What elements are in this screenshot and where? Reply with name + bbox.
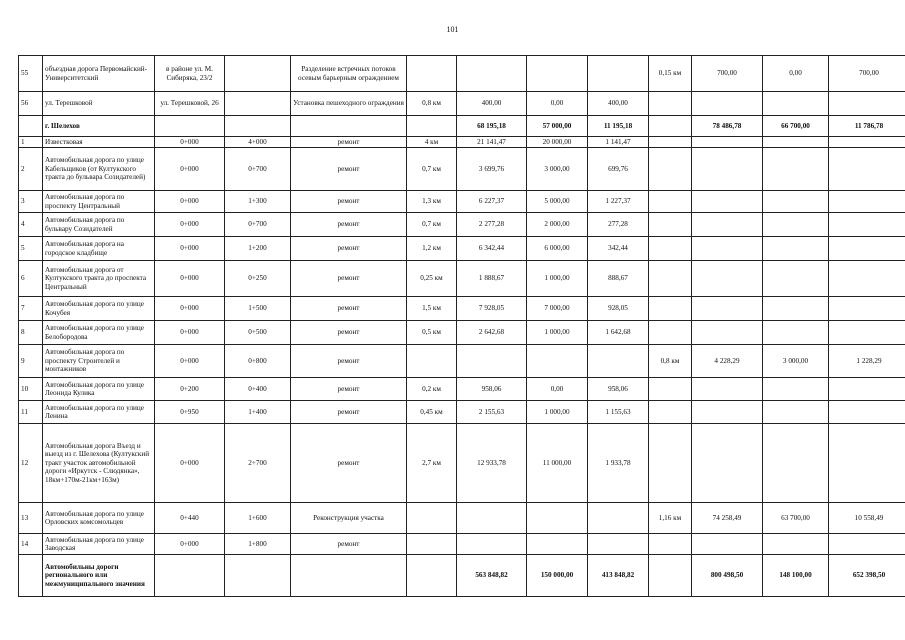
cell-work-type: ремонт [291,321,407,345]
cell-road-name: Автомобильная дорога на городское кладбище [43,237,155,261]
cell-length-2019: 1,2 км [407,237,457,261]
cell-local-2019: 1 933,78 [588,424,649,503]
cell-end-km: 1+200 [225,237,291,261]
cell-regional-2019: 3 000,00 [527,148,588,191]
cell-road-name: объездная дорога Первомайский-Университетский [43,56,155,92]
cell-road-name: Автомобильная дорога Въезд и выезд из г. Шелехова (Култукский тракт участок автомобильной дороги «Иркутск - Слюдянка», 18км+170м-21км+163м) [43,424,155,503]
cell-start-km: 0+950 [155,401,225,424]
cell-row-number: 55 [19,56,43,92]
cell-local-2019: 699,76 [588,148,649,191]
cell-local-2020 [829,92,905,116]
cell-length-2020 [649,116,692,137]
cell-start-km: 0+000 [155,424,225,503]
cell-total-2019: 6 342,44 [457,237,527,261]
cell-start-km: 0+000 [155,261,225,297]
cell-start-km: 0+000 [155,148,225,191]
cell-total-2020 [692,424,763,503]
cell-total-2019: 563 848,82 [457,555,527,597]
cell-road-name: Автомобильная дорога по улице Леонида Кулика [43,378,155,401]
cell-total-2019: 12 933,78 [457,424,527,503]
cell-row-number: 11 [19,401,43,424]
cell-total-2019 [457,534,527,555]
cell-regional-2019 [527,534,588,555]
cell-row-number [19,116,43,137]
cell-end-km: 1+400 [225,401,291,424]
cell-local-2020 [829,137,905,148]
cell-length-2020 [649,191,692,213]
cell-regional-2020 [763,297,829,321]
cell-regional-2019 [527,503,588,534]
cell-length-2019: 1,3 км [407,191,457,213]
cell-regional-2019: 1 000,00 [527,401,588,424]
table-row [19,56,905,92]
cell-work-type: ремонт [291,297,407,321]
cell-road-name: Известковая [43,137,155,148]
cell-regional-2020 [763,534,829,555]
table-row [19,321,905,345]
cell-regional-2020: 148 100,00 [763,555,829,597]
cell-regional-2020 [763,92,829,116]
cell-row-number: 12 [19,424,43,503]
cell-total-2020 [692,137,763,148]
cell-total-2019: 2 155,63 [457,401,527,424]
cell-start-km: 0+000 [155,321,225,345]
cell-work-type: ремонт [291,237,407,261]
cell-road-name: Автомобильная дорога от Култукского тракта до проспекта Центральный [43,261,155,297]
cell-total-2019: 1 888,67 [457,261,527,297]
cell-end-km: 0+500 [225,321,291,345]
cell-regional-2019: 57 000,00 [527,116,588,137]
cell-local-2020 [829,261,905,297]
cell-road-name: ул. Терешковой [43,92,155,116]
cell-length-2020 [649,261,692,297]
cell-length-2019 [407,534,457,555]
cell-length-2020 [649,424,692,503]
cell-local-2020 [829,321,905,345]
cell-local-2019: 400,00 [588,92,649,116]
cell-local-2019: 1 227,37 [588,191,649,213]
cell-local-2019: 342,44 [588,237,649,261]
table-row [19,534,905,555]
page-number: 101 [446,25,459,34]
cell-regional-2020 [763,237,829,261]
cell-length-2019: 0,5 км [407,321,457,345]
cell-regional-2019 [527,56,588,92]
cell-total-2020 [692,261,763,297]
cell-work-type: Разделение встречных потоков осевым барьерным ограждением [291,56,407,92]
cell-local-2020: 700,00 [829,56,905,92]
cell-total-2019: 2 277,28 [457,213,527,237]
cell-total-2020 [692,321,763,345]
cell-row-number: 3 [19,191,43,213]
cell-end-km [225,116,291,137]
cell-row-number: 14 [19,534,43,555]
cell-local-2020: 652 398,50 [829,555,905,597]
cell-work-type: ремонт [291,424,407,503]
cell-work-type: ремонт [291,213,407,237]
cell-road-name: Автомобильная дорога по улице Орловских комсомольцев [43,503,155,534]
cell-end-km: 0+800 [225,345,291,378]
cell-regional-2020 [763,321,829,345]
cell-regional-2020 [763,401,829,424]
cell-work-type: ремонт [291,401,407,424]
cell-end-km: 0+400 [225,378,291,401]
cell-local-2019: 1 141,47 [588,137,649,148]
cell-length-2020 [649,213,692,237]
summary-row [19,116,905,137]
cell-regional-2020: 3 000,00 [763,345,829,378]
cell-local-2020 [829,401,905,424]
cell-start-km [155,116,225,137]
cell-end-km: 2+700 [225,424,291,503]
cell-work-type: ремонт [291,345,407,378]
cell-length-2020: 0,15 км [649,56,692,92]
cell-total-2019: 7 928,05 [457,297,527,321]
cell-local-2019: 1 155,63 [588,401,649,424]
cell-end-km: 4+000 [225,137,291,148]
cell-total-2019: 958,06 [457,378,527,401]
cell-length-2019 [407,503,457,534]
cell-work-type: ремонт [291,191,407,213]
cell-total-2020: 4 228,29 [692,345,763,378]
cell-road-name: Автомобильная дорога по проспекту Строителей и монтажников [43,345,155,378]
cell-local-2020 [829,191,905,213]
cell-length-2019: 0,8 км [407,92,457,116]
cell-regional-2019: 11 000,00 [527,424,588,503]
cell-road-name: Автомобильная дорога по улице Кабельщиков (от Култукского тракта до бульвара Созидателей) [43,148,155,191]
cell-regional-2019: 2 000,00 [527,213,588,237]
cell-total-2020: 700,00 [692,56,763,92]
cell-road-name: г. Шелехов [43,116,155,137]
cell-length-2020: 0,8 км [649,345,692,378]
cell-length-2019: 0,45 км [407,401,457,424]
cell-row-number: 1 [19,137,43,148]
cell-total-2019 [457,56,527,92]
cell-road-name: Автомобильны дороги регионального или межмуниципального значения [43,555,155,597]
cell-work-type: ремонт [291,137,407,148]
cell-local-2019: 413 848,82 [588,555,649,597]
cell-road-name: Автомобильная дорога по проспекту Центральный [43,191,155,213]
cell-regional-2020 [763,137,829,148]
cell-total-2019: 21 141,47 [457,137,527,148]
cell-local-2019 [588,503,649,534]
cell-row-number: 2 [19,148,43,191]
table-row [19,92,905,116]
cell-length-2020 [649,555,692,597]
cell-start-km: 0+000 [155,534,225,555]
cell-local-2020 [829,213,905,237]
cell-local-2019 [588,56,649,92]
cell-row-number: 6 [19,261,43,297]
cell-local-2020 [829,148,905,191]
cell-road-name: Автомобильная дорога по улице Кочубея [43,297,155,321]
cell-work-type: ремонт [291,378,407,401]
cell-end-km: 0+250 [225,261,291,297]
cell-local-2019: 277,28 [588,213,649,237]
cell-total-2019 [457,503,527,534]
table-row [19,191,905,213]
cell-end-km: 1+300 [225,191,291,213]
cell-start-km: 0+000 [155,237,225,261]
cell-end-km [225,56,291,92]
cell-total-2020 [692,378,763,401]
cell-total-2019: 6 227,37 [457,191,527,213]
cell-length-2019: 0,7 км [407,213,457,237]
roads-table [18,55,905,597]
cell-start-km: ул. Терешковой, 26 [155,92,225,116]
cell-length-2020 [649,401,692,424]
cell-total-2019: 2 642,68 [457,321,527,345]
cell-regional-2019: 1 000,00 [527,321,588,345]
cell-total-2019 [457,345,527,378]
cell-road-name: Автомобильная дорога по бульвару Созидателей [43,213,155,237]
cell-length-2019: 1,5 км [407,297,457,321]
cell-regional-2020: 66 700,00 [763,116,829,137]
cell-regional-2020: 0,00 [763,56,829,92]
cell-start-km: в районе ул. М. Сибиряка, 23/2 [155,56,225,92]
cell-regional-2020 [763,378,829,401]
cell-total-2020: 800 498,50 [692,555,763,597]
cell-length-2020 [649,534,692,555]
cell-length-2020 [649,378,692,401]
cell-length-2019: 4 км [407,137,457,148]
cell-work-type: ремонт [291,148,407,191]
cell-total-2020: 78 486,78 [692,116,763,137]
cell-work-type: Установка пешеходного ограждения [291,92,407,116]
cell-length-2019: 0,2 км [407,378,457,401]
cell-end-km [225,92,291,116]
cell-length-2019: 2,7 км [407,424,457,503]
cell-start-km: 0+000 [155,137,225,148]
cell-row-number [19,555,43,597]
cell-end-km: 1+500 [225,297,291,321]
cell-local-2019: 1 642,68 [588,321,649,345]
cell-local-2019: 928,05 [588,297,649,321]
cell-total-2020 [692,297,763,321]
cell-regional-2020 [763,148,829,191]
table-row [19,424,905,503]
cell-total-2019: 68 195,18 [457,116,527,137]
cell-row-number: 13 [19,503,43,534]
cell-length-2019 [407,345,457,378]
cell-total-2020 [692,401,763,424]
cell-length-2019: 0,7 км [407,148,457,191]
cell-regional-2019: 1 000,00 [527,261,588,297]
cell-regional-2020 [763,261,829,297]
table-row [19,378,905,401]
cell-regional-2019: 7 000,00 [527,297,588,321]
cell-length-2020 [649,148,692,191]
cell-length-2020 [649,297,692,321]
cell-end-km: 0+700 [225,148,291,191]
table-row [19,401,905,424]
table-row [19,261,905,297]
cell-total-2020 [692,213,763,237]
cell-length-2020 [649,92,692,116]
cell-total-2020 [692,237,763,261]
cell-work-type [291,116,407,137]
cell-total-2020 [692,92,763,116]
table-row [19,148,905,191]
summary-row [19,555,905,597]
table-row [19,137,905,148]
cell-row-number: 9 [19,345,43,378]
cell-work-type: Реконструкция участка [291,503,407,534]
cell-start-km: 0+000 [155,213,225,237]
cell-regional-2020 [763,424,829,503]
cell-local-2020: 1 228,29 [829,345,905,378]
cell-length-2020 [649,237,692,261]
table-row [19,213,905,237]
cell-start-km: 0+000 [155,297,225,321]
cell-row-number: 10 [19,378,43,401]
cell-length-2019 [407,555,457,597]
cell-regional-2020: 63 700,00 [763,503,829,534]
cell-row-number: 8 [19,321,43,345]
cell-total-2020: 74 258,49 [692,503,763,534]
cell-road-name: Автомобильная дорога по улице Белобородова [43,321,155,345]
cell-length-2019: 0,25 км [407,261,457,297]
cell-start-km: 0+200 [155,378,225,401]
cell-regional-2019 [527,345,588,378]
table-row [19,345,905,378]
cell-local-2019 [588,345,649,378]
cell-row-number: 4 [19,213,43,237]
cell-work-type: ремонт [291,261,407,297]
cell-work-type: ремонт [291,534,407,555]
cell-length-2020 [649,321,692,345]
cell-local-2020 [829,424,905,503]
cell-regional-2019: 150 000,00 [527,555,588,597]
cell-regional-2019: 6 000,00 [527,237,588,261]
cell-local-2020 [829,237,905,261]
cell-local-2020: 10 558,49 [829,503,905,534]
table-row [19,503,905,534]
cell-regional-2019: 0,00 [527,92,588,116]
table-row [19,237,905,261]
cell-local-2020 [829,297,905,321]
cell-row-number: 7 [19,297,43,321]
cell-regional-2019: 0,00 [527,378,588,401]
cell-end-km: 1+600 [225,503,291,534]
cell-start-km [155,555,225,597]
cell-work-type [291,555,407,597]
cell-length-2020: 1,16 км [649,503,692,534]
cell-road-name: Автомобильная дорога по улице Заводская [43,534,155,555]
cell-row-number: 56 [19,92,43,116]
cell-regional-2019: 5 000,00 [527,191,588,213]
cell-total-2020 [692,191,763,213]
cell-end-km [225,555,291,597]
cell-start-km: 0+000 [155,345,225,378]
cell-local-2020 [829,378,905,401]
cell-start-km: 0+440 [155,503,225,534]
cell-total-2020 [692,148,763,191]
cell-local-2019 [588,534,649,555]
cell-total-2020 [692,534,763,555]
cell-total-2019: 400,00 [457,92,527,116]
cell-local-2019: 958,06 [588,378,649,401]
cell-local-2019: 11 195,18 [588,116,649,137]
cell-regional-2020 [763,191,829,213]
cell-length-2019 [407,56,457,92]
cell-length-2020 [649,137,692,148]
cell-end-km: 1+800 [225,534,291,555]
cell-start-km: 0+000 [155,191,225,213]
cell-regional-2020 [763,213,829,237]
table-row [19,297,905,321]
cell-length-2019 [407,116,457,137]
cell-local-2020 [829,534,905,555]
cell-total-2019: 3 699,76 [457,148,527,191]
cell-regional-2019: 20 000,00 [527,137,588,148]
cell-local-2019: 888,67 [588,261,649,297]
cell-road-name: Автомобильная дорога по улице Ленина [43,401,155,424]
cell-row-number: 5 [19,237,43,261]
cell-local-2020: 11 786,78 [829,116,905,137]
cell-end-km: 0+700 [225,213,291,237]
